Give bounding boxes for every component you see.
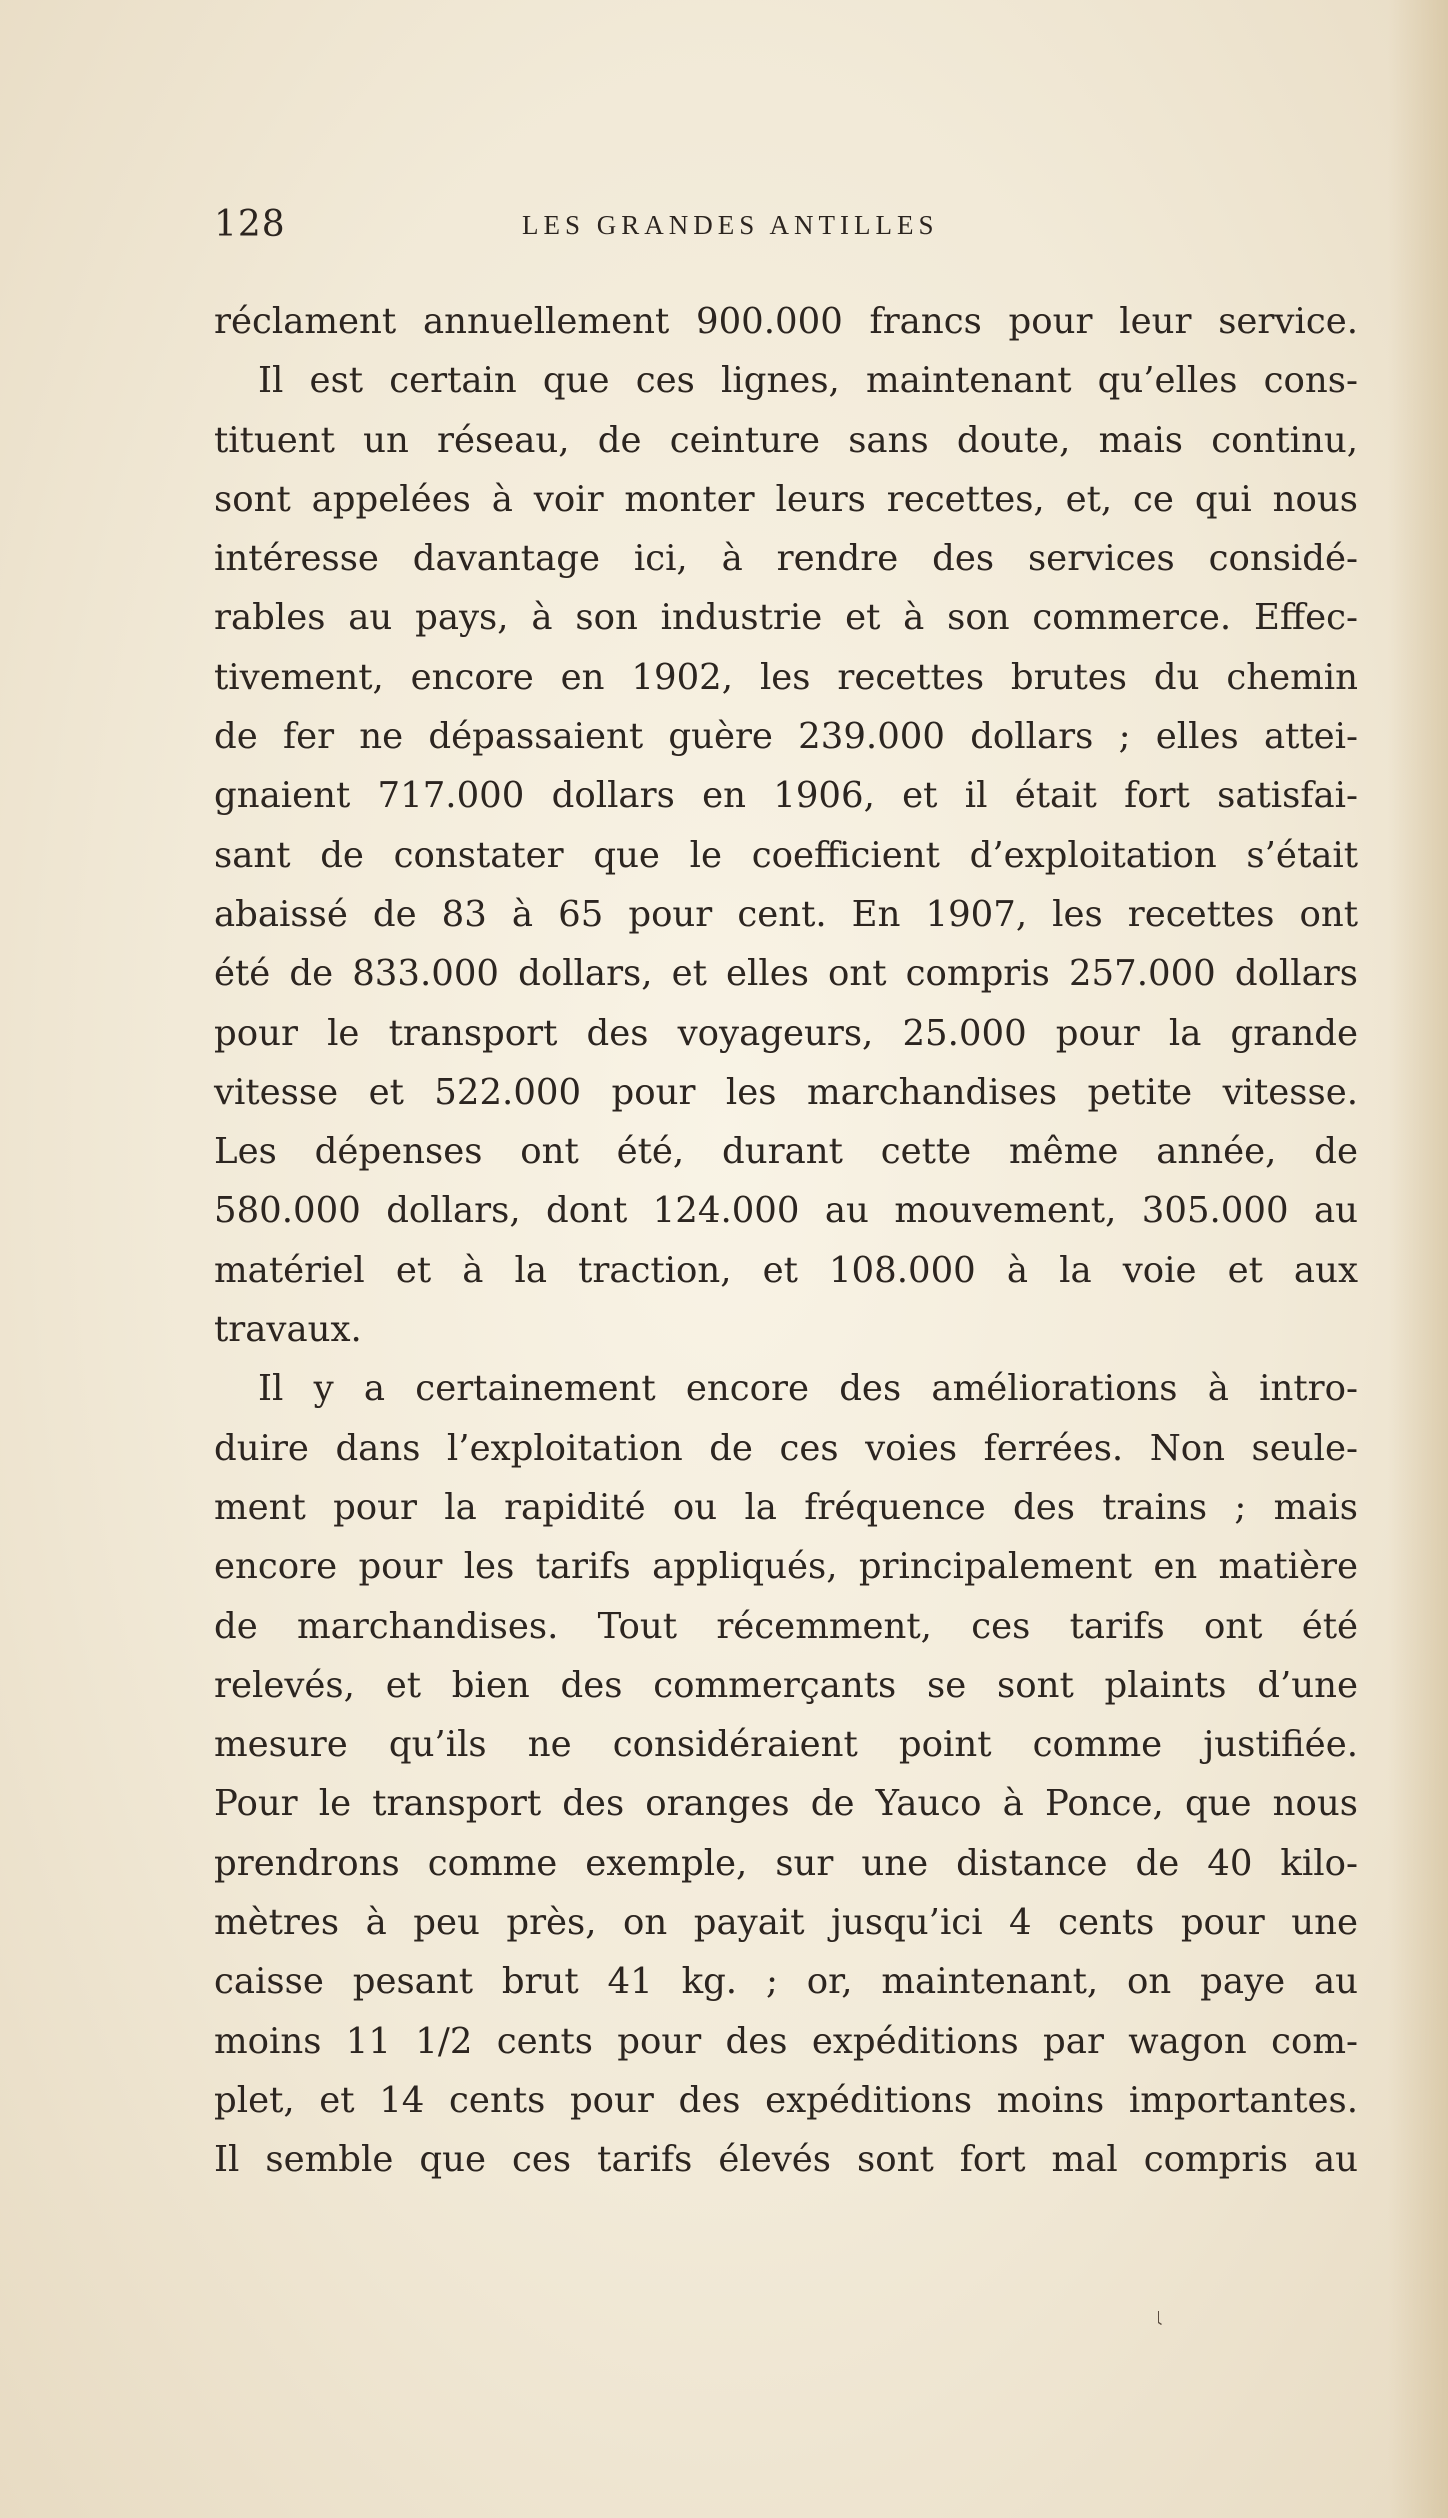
text-line: gnaient 717.000 dollars en 1906, et il était fort satisfai- <box>214 775 1358 817</box>
text-line: tivement, encore en 1902, les recettes brutes du chemin <box>214 656 1358 698</box>
page-number: 128 <box>214 204 286 245</box>
text-line: mètres à peu près, on payait jusqu’ici 4 cents pour une <box>214 1902 1358 1944</box>
text-line: 580.000 dollars, dont 124.000 au mouvement, 305.000 au <box>214 1190 1358 1232</box>
text-line: tituent un réseau, de ceinture sans doute, mais continu, <box>214 419 1358 461</box>
text-line: Pour le transport des oranges de Yauco à Ponce, que nous <box>214 1783 1358 1825</box>
text-line: plet, et 14 cents pour des expéditions moins importantes. <box>214 2079 1358 2121</box>
ink-speck-mark <box>1154 2310 1164 2330</box>
running-title: LES GRANDES ANTILLES <box>522 210 939 240</box>
text-line: moins 11 1/2 cents pour des expéditions par wagon com- <box>214 2020 1358 2062</box>
text-line: vitesse et 522.000 pour les marchandises petite vitesse. <box>214 1071 1358 1113</box>
text-line: Il y a certainement encore des améliorations à intro- <box>258 1368 1358 1410</box>
text-line: de marchandises. Tout récemment, ces tarifs ont été <box>214 1605 1358 1647</box>
text-line: pour le transport des voyageurs, 25.000 pour la grande <box>214 1012 1358 1054</box>
text-line: été de 833.000 dollars, et elles ont compris 257.000 dollars <box>214 953 1358 995</box>
page-edge-shading <box>1388 0 1448 2518</box>
text-line: Il semble que ces tarifs élevés sont fort mal compris au <box>214 2139 1358 2181</box>
text-line: matériel et à la traction, et 108.000 à la voie et aux <box>214 1249 1358 1291</box>
text-line: ment pour la rapidité ou la fréquence des trains ; mais <box>214 1486 1358 1528</box>
text-line: Il est certain que ces lignes, maintenant qu’elles cons- <box>258 360 1358 402</box>
text-line: de fer ne dépassaient guère 239.000 dollars ; elles attei- <box>214 716 1358 758</box>
text-line: rables au pays, à son industrie et à son commerce. Effec- <box>214 597 1358 639</box>
ink-speck <box>1154 2308 1164 2328</box>
text-line: sant de constater que le coefficient d’exploitation s’était <box>214 834 1358 876</box>
text-line: intéresse davantage ici, à rendre des services considé- <box>214 538 1358 580</box>
text-line: Les dépenses ont été, durant cette même année, de <box>214 1131 1358 1173</box>
text-line: encore pour les tarifs appliqués, principalement en matière <box>214 1546 1358 1588</box>
text-line: travaux. <box>214 1309 362 1351</box>
text-line: mesure qu’ils ne considéraient point comme justifiée. <box>214 1724 1358 1766</box>
text-line: sont appelées à voir monter leurs recettes, et, ce qui nous <box>214 478 1358 520</box>
text-line: duire dans l’exploitation de ces voies ferrées. Non seule- <box>214 1427 1358 1469</box>
text-line: caisse pesant brut 41 kg. ; or, maintenant, on paye au <box>214 1961 1358 2003</box>
running-head <box>214 204 1358 254</box>
body-text <box>214 292 1358 2190</box>
text-line: abaissé de 83 à 65 pour cent. En 1907, les recettes ont <box>214 893 1358 935</box>
text-line: prendrons comme exemple, sur une distance de 40 kilo- <box>214 1842 1358 1884</box>
text-line: réclament annuellement 900.000 francs pour leur service. <box>214 301 1358 342</box>
text-line: relevés, et bien des commerçants se sont plaints d’une <box>214 1664 1358 1706</box>
